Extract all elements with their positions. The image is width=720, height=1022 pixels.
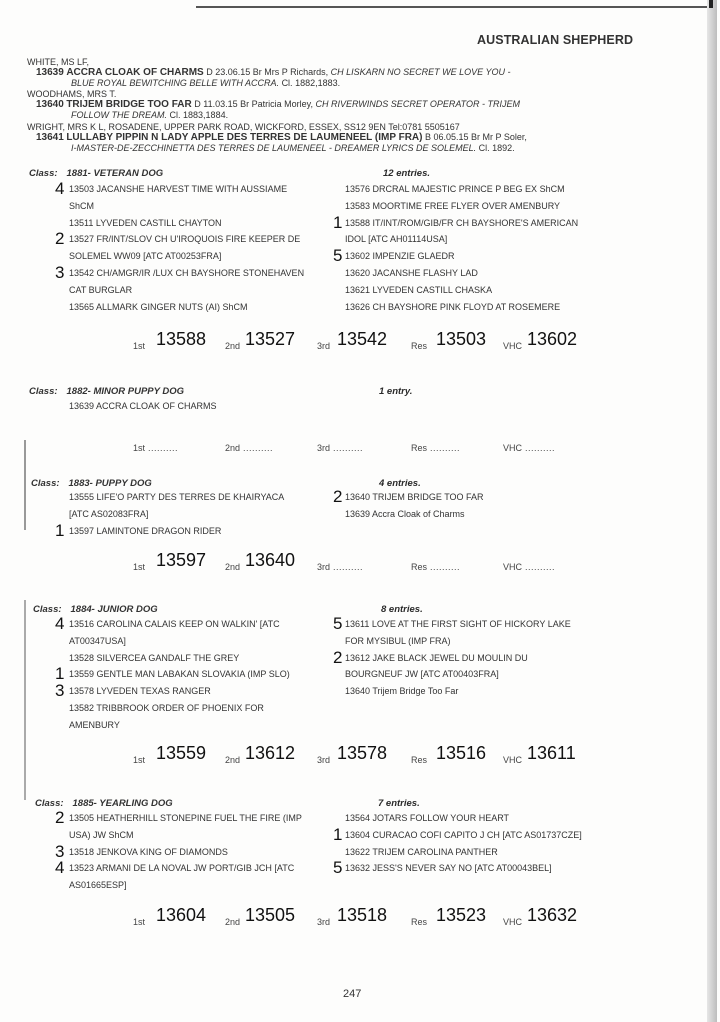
placing-label-text: 2nd <box>225 443 241 453</box>
dog-number: 13640 <box>36 99 64 110</box>
handwritten-placing-value: 13611 <box>527 743 576 763</box>
dog-name: TRIJEM BRIDGE TOO FAR <box>66 99 192 110</box>
placing-label-text: 2nd <box>225 755 241 765</box>
handwritten-placing-value: 13612 <box>245 743 296 763</box>
placing-blank-dots: .......... <box>240 443 274 453</box>
handwritten-placing-value: 13602 <box>527 329 578 349</box>
dog-classes: Cl. 1892. <box>478 143 515 153</box>
dog-entry-continuation: FOR MYSIBUL (IMP FRA) <box>345 635 451 646</box>
owner-name: WOODHAMS, MRS T. <box>27 89 117 99</box>
handwritten-placing-mark: 4 <box>55 614 65 633</box>
placing-second-label <box>225 443 273 453</box>
handwritten-placing-value: 13516 <box>436 743 487 763</box>
handwritten-placing-value: 13604 <box>156 905 207 925</box>
handwritten-placing-mark: 2 <box>55 229 65 249</box>
placing-first-label <box>133 917 145 927</box>
dog-entry: 13527 FR/INT/SLOV CH U'IROQUOIS FIRE KEEPER DE <box>69 234 301 245</box>
class-title: 1883- PUPPY DOG <box>68 478 152 489</box>
class-label: Class: <box>29 168 58 179</box>
class-entries-count: 12 entries. <box>383 168 430 179</box>
handwritten-placing-mark: 1 <box>333 824 343 844</box>
dog-entry-continuation: [ATC AS02083FRA] <box>69 508 149 519</box>
handwritten-placing-value: 13588 <box>156 329 207 349</box>
handwritten-placing-mark: 5 <box>333 858 343 878</box>
class-heading <box>33 604 158 615</box>
owner-dog-entry <box>36 67 511 78</box>
dog-entry: 13542 CH/AMGR/IR /LUX CH BAYSHORE STONEHAVEN <box>69 268 305 278</box>
handwritten-placing-mark: 2 <box>333 647 343 667</box>
handwritten-placing-mark: 1 <box>333 212 343 232</box>
owner-dog-pedigree-line <box>71 78 340 89</box>
dog-entry: 13640 TRIJEM BRIDGE TOO FAR <box>345 492 484 502</box>
dog-details: D 11.03.15 Br Patricia Morley, <box>194 99 313 109</box>
placing-blank-dots: .......... <box>522 443 556 453</box>
dog-entry: 13611 LOVE AT THE FIRST SIGHT OF HICKORY LAKE <box>345 619 571 629</box>
class-entries-count: 8 entries. <box>381 604 423 615</box>
handwritten-placing-mark: 5 <box>333 246 343 266</box>
handwritten-placing-mark: 2 <box>55 808 65 827</box>
handwritten-placing-mark: 3 <box>55 681 65 701</box>
handwritten-placing-value: 13542 <box>337 329 388 349</box>
placing-label-text: 1st <box>133 917 146 927</box>
placing-blank-dots: .......... <box>330 562 364 572</box>
dog-entry: 13523 ARMANI DE LA NOVAL JW PORT/GIB JCH [ATC <box>69 863 295 874</box>
class-label: Class: <box>33 604 62 615</box>
placing-third-label <box>317 917 330 927</box>
placing-blank-dots: .......... <box>427 443 461 453</box>
placing-label-text: 3rd <box>317 917 331 927</box>
dog-entry-continuation: USA) JW ShCM <box>69 829 134 840</box>
dog-entry: 13559 GENTLE MAN LABAKAN SLOVAKIA (IMP SLO) <box>69 669 290 680</box>
dog-details: B 06.05.15 Br Mr P Soler, <box>425 132 527 142</box>
placing-label-text: 3rd <box>317 443 331 453</box>
handwritten-placing-mark: 2 <box>333 487 343 506</box>
handwritten-placing-mark: 1 <box>55 664 65 684</box>
placing-label-text: 1st <box>133 443 146 453</box>
handwritten-placing-value: 13505 <box>245 905 296 925</box>
placing-blank-dots: .......... <box>427 562 461 572</box>
placing-first-label <box>133 443 178 453</box>
dog-entry: 13639 Accra Cloak of Charms <box>345 508 465 519</box>
placing-blank-dots: .......... <box>330 443 364 453</box>
placing-second-label <box>225 917 240 927</box>
placing-label-text: 2nd <box>225 341 241 351</box>
dog-pedigree: I-MASTER-DE-ZECCHINETTA DES TERRES DE LAUMENEEL - DREAMER LYRICS DE SOLEMEL. <box>71 143 477 153</box>
owner-name: WHITE, MS LF, <box>27 57 90 67</box>
placing-label-text: Res <box>411 443 428 453</box>
dog-details: D 23.06.15 Br Mrs P Richards, <box>206 67 329 77</box>
placing-res-label <box>411 341 427 351</box>
placing-third-label <box>317 562 363 572</box>
class-label: Class: <box>35 798 64 809</box>
owner-dog-pedigree-line <box>71 110 228 121</box>
class-heading <box>31 478 152 489</box>
dog-entry: 13604 CURACAO COFI CAPITO J CH [ATC AS01737CZE] <box>345 829 582 840</box>
placing-label-text: 1st <box>133 562 146 572</box>
dog-entry-continuation: AMENBURY <box>69 719 120 730</box>
owner-name: WRIGHT, MRS K L, ROSADENE, UPPER PARK ROAD, WICKFORD, ESSEX, SS12 9EN Tel:0781 5505167 <box>27 122 460 132</box>
class-title: 1881- VETERAN DOG <box>66 168 164 179</box>
dog-entry: 13503 JACANSHE HARVEST TIME WITH AUSSIAME <box>69 184 288 194</box>
dog-entry: 13640 Trijem Bridge Too Far <box>345 686 459 697</box>
dog-entry: 13578 LYVEDEN TEXAS RANGER <box>69 686 211 697</box>
placing-vhc-label <box>503 917 522 927</box>
class-entries-count: 1 entry. <box>379 386 413 397</box>
class-label: Class: <box>29 386 58 397</box>
handwritten-placing-mark: 3 <box>55 841 65 861</box>
class-title: 1884- JUNIOR DOG <box>70 604 158 615</box>
placing-label-text: VHC <box>503 443 523 453</box>
placing-first-label <box>133 562 145 572</box>
dog-pedigree: CH RIVERWINDS SECRET OPERATOR - TRIJEM <box>315 99 520 109</box>
placing-third-label <box>317 443 363 453</box>
placing-label-text: 3rd <box>317 341 331 351</box>
dog-entry: 13588 IT/INT/ROM/GIB/FR CH BAYSHORE'S AMERICAN <box>345 217 579 228</box>
class-heading <box>29 386 184 397</box>
placing-blank-dots: .......... <box>522 562 556 572</box>
dog-entry-continuation: AS01665ESP] <box>69 880 127 891</box>
placing-label-text: VHC <box>503 341 523 351</box>
handwritten-placing-mark: 1 <box>55 520 65 540</box>
dog-entry: 13528 SILVERCEA GANDALF THE GREY <box>69 652 240 663</box>
dog-entry: 13583 MOORTIME FREE FLYER OVER AMENBURY <box>345 200 561 211</box>
placing-label-text: VHC <box>503 755 523 765</box>
placing-third-label <box>317 755 330 765</box>
placing-vhc-label <box>503 562 555 572</box>
placing-first-label <box>133 755 145 765</box>
placing-label-text: 2nd <box>225 917 241 927</box>
class-heading <box>29 168 163 179</box>
placing-res-label <box>411 917 427 927</box>
placing-second-label <box>225 341 240 351</box>
placing-label-text: 3rd <box>317 755 331 765</box>
dog-number: 13639 <box>36 67 64 78</box>
handwritten-placing-mark: 5 <box>333 614 343 633</box>
dog-pedigree: BLUE ROYAL BEWITCHING BELLE WITH ACCRA. <box>71 78 280 88</box>
placing-label-text: Res <box>411 917 428 927</box>
dog-entry: 13505 HEATHERHILL STONEPINE FUEL THE FIRE (IMP <box>69 813 302 823</box>
dog-number: 13641 <box>36 132 64 143</box>
dog-entry: 13612 JAKE BLACK JEWEL DU MOULIN DU <box>345 652 528 663</box>
placing-vhc-label <box>503 443 555 453</box>
placing-label-text: 1st <box>133 755 146 765</box>
dog-pedigree: FOLLOW THE DREAM. <box>71 110 168 120</box>
dog-entry: 13626 CH BAYSHORE PINK FLOYD AT ROSEMERE <box>345 301 561 312</box>
placing-third-label <box>317 341 330 351</box>
dog-entry: 13518 JENKOVA KING OF DIAMONDS <box>69 846 228 857</box>
handwritten-placing-mark: 4 <box>55 858 65 878</box>
handwritten-placing-value: 13640 <box>245 550 296 570</box>
owner-dog-pedigree-line <box>71 143 515 154</box>
handwritten-placing-value: 13559 <box>156 743 207 763</box>
handwritten-placing-mark: 3 <box>55 263 65 282</box>
placing-res-label <box>411 755 427 765</box>
placing-res-label <box>411 443 460 453</box>
dog-name: ACCRA CLOAK OF CHARMS <box>66 67 204 78</box>
handwritten-placing-value: 13578 <box>337 743 388 763</box>
placing-vhc-label <box>503 341 522 351</box>
dog-entry-continuation: BOURGNEUF JW [ATC AT00403FRA] <box>345 669 499 680</box>
dog-entry: 13621 LYVEDEN CASTILL CHASKA <box>345 284 493 295</box>
dog-entry-continuation: IDOL [ATC AH01114USA] <box>345 234 448 245</box>
handwritten-placing-value: 13503 <box>436 329 487 349</box>
placing-label-text: Res <box>411 341 428 351</box>
dog-entry: 13511 LYVEDEN CASTILL CHAYTON <box>69 217 222 228</box>
dog-classes: Cl. 1883,1884. <box>169 110 229 120</box>
handwritten-placing-mark: 4 <box>55 179 65 198</box>
dog-entry: 13582 TRIBBROOK ORDER OF PHOENIX FOR <box>69 703 264 713</box>
placing-label-text: Res <box>411 755 428 765</box>
dog-entry-continuation: SOLEMEL WW09 [ATC AT00253FRA] <box>69 251 222 262</box>
class-label: Class: <box>31 478 60 489</box>
placing-res-label <box>411 562 460 572</box>
placing-label-text: VHC <box>503 917 523 927</box>
placing-second-label <box>225 562 240 572</box>
top-rule <box>196 6 708 8</box>
placing-label-text: 3rd <box>317 562 331 572</box>
placing-label-text: 1st <box>133 341 146 351</box>
dog-entry: 13565 ALLMARK GINGER NUTS (AI) ShCM <box>69 301 248 312</box>
dog-entry: 13564 JOTARS FOLLOW YOUR HEART <box>345 813 510 823</box>
handwritten-placing-value: 13632 <box>527 905 578 925</box>
dog-entry-continuation: CAT BURGLAR <box>69 284 133 295</box>
placing-label-text: 2nd <box>225 562 241 572</box>
dog-entry: 13639 ACCRA CLOAK OF CHARMS <box>69 401 217 411</box>
dog-entry: 13555 LIFE'O PARTY DES TERRES DE KHAIRYACA <box>69 492 285 502</box>
dog-classes: Cl. 1882,1883. <box>281 78 341 88</box>
scan-edge-mark <box>24 440 26 530</box>
page-edge-shadow <box>707 0 717 1022</box>
handwritten-placing-value: 13597 <box>156 550 207 570</box>
dog-entry: 13576 DRCRAL MAJESTIC PRINCE P BEG EX ShCM <box>345 184 565 194</box>
class-entries-count: 7 entries. <box>378 798 420 809</box>
dog-entry-continuation: ShCM <box>69 200 95 211</box>
owner-dog-entry <box>36 99 520 110</box>
class-title: 1882- MINOR PUPPY DOG <box>66 386 185 397</box>
owner-dog-entry <box>36 132 527 143</box>
class-title: 1885- YEARLING DOG <box>72 798 173 809</box>
dog-entry: 13602 IMPENZIE GLAEDR <box>345 251 455 262</box>
dog-entry: 13620 JACANSHE FLASHY LAD <box>345 268 478 278</box>
placing-first-label <box>133 341 145 351</box>
dog-entry: 13516 CAROLINA CALAIS KEEP ON WALKIN' [ATC <box>69 619 280 629</box>
handwritten-placing-value: 13518 <box>337 905 388 925</box>
placing-second-label <box>225 755 240 765</box>
placing-vhc-label <box>503 755 522 765</box>
dog-entry-continuation: AT00347USA] <box>69 635 126 646</box>
dog-name: LULLABY PIPPIN N LADY APPLE DES TERRES DE LAUMENEEL (IMP FRA) <box>66 132 423 143</box>
placing-label-text: VHC <box>503 562 523 572</box>
placing-label-text: Res <box>411 562 428 572</box>
handwritten-placing-value: 13527 <box>245 329 296 349</box>
dog-entry: 13597 LAMINTONE DRAGON RIDER <box>69 525 222 536</box>
dog-pedigree: CH LISKARN NO SECRET WE LOVE YOU - <box>330 67 511 77</box>
dog-entry: 13632 JESS'S NEVER SAY NO [ATC AT00043BEL] <box>345 863 552 874</box>
breed-header: AUSTRALIAN SHEPHERD <box>477 33 634 47</box>
handwritten-placing-value: 13523 <box>436 905 487 925</box>
class-entries-count: 4 entries. <box>379 478 421 489</box>
page-number: 247 <box>343 988 362 1000</box>
placing-blank-dots: .......... <box>145 443 179 453</box>
dog-entry: 13622 TRIJEM CAROLINA PANTHER <box>345 846 498 857</box>
scan-edge-mark <box>24 600 26 800</box>
